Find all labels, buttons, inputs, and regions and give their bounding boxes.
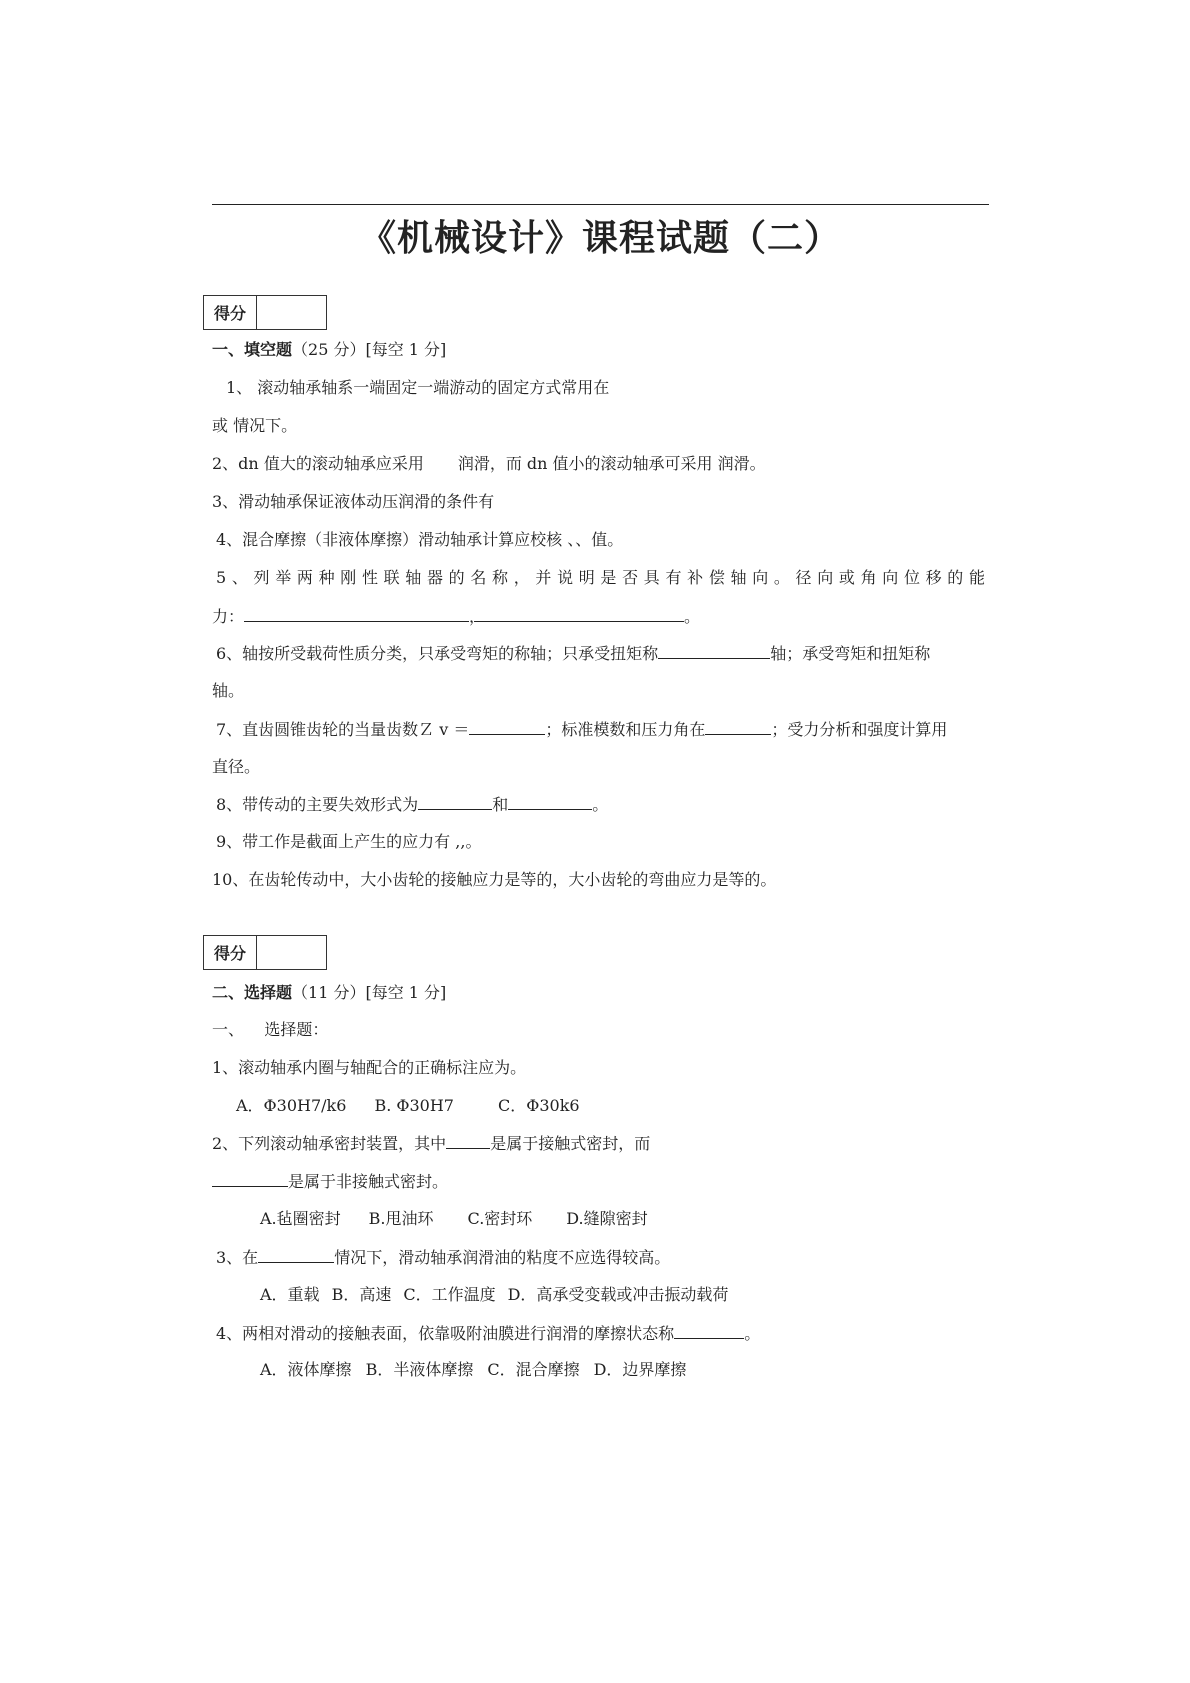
answer-blank[interactable]	[705, 718, 771, 735]
answer-blank[interactable]	[212, 1170, 288, 1187]
answer-blank[interactable]	[418, 793, 492, 810]
question-9: 9、带工作是截面上产生的应力有 ,,。	[216, 832, 482, 851]
question-7: 7、直齿圆锥齿轮的当量齿数Ｚ v ＝ ；标准模数和压力角在 ；受力分析和强度计算用	[216, 720, 948, 739]
question-5-answer: 力： ， 。	[212, 607, 701, 626]
question-8: 8、带传动的主要失效形式为 和 。	[216, 795, 609, 814]
choice-question-4: 4、两相对滑动的接触表面，依靠吸附油膜进行润滑的摩擦状态称 。	[216, 1324, 761, 1343]
question-2: 2、dn 值大的滚动轴承应采用 润滑，而 dn 值小的滚动轴承可采用 润滑。	[212, 454, 766, 473]
title-rule	[212, 204, 989, 205]
section2-subheading: 一、 选择题：	[212, 1020, 329, 1039]
choice-question-2-cont: 是属于非接触式密封。	[212, 1170, 448, 1193]
answer-blank[interactable]	[258, 1246, 334, 1263]
choice-2-options: A.毡圈密封 B.甩油环 C.密封环 D.缝隙密封	[260, 1209, 648, 1228]
answer-blank[interactable]	[658, 642, 770, 659]
page-title: 《机械设计》课程试题（二）	[359, 218, 841, 259]
question-6-cont: 轴。	[212, 681, 245, 700]
question-7-cont: 直径。	[212, 757, 261, 776]
answer-blank[interactable]	[674, 1322, 744, 1339]
question-3: 3、滑动轴承保证液体动压润滑的条件有	[212, 492, 495, 511]
answer-blank[interactable]	[469, 718, 545, 735]
answer-blank[interactable]	[474, 605, 684, 622]
choice-question-3: 3、在 情况下，滑动轴承润滑油的粘度不应选得较高。	[216, 1248, 671, 1267]
choice-question-2: 2、下列滚动轴承密封装置，其中 是属于接触式密封，而	[212, 1134, 651, 1153]
score-label: 得分	[204, 936, 257, 969]
question-6: 6、轴按所受载荷性质分类，只承受弯矩的称轴；只承受扭矩称 轴；承受弯矩和扭矩称	[216, 644, 931, 663]
question-10: 10、在齿轮传动中，大小齿轮的接触应力是等的，大小齿轮的弯曲应力是等的。	[212, 870, 777, 889]
question-5: 5、列举两种刚性联轴器的名称，并说明是否具有补偿轴向。径向或角向位移的能	[216, 568, 988, 587]
answer-blank[interactable]	[446, 1132, 490, 1149]
answer-blank[interactable]	[508, 793, 592, 810]
score-label: 得分	[204, 296, 257, 329]
choice-question-1: 1、滚动轴承内圈与轴配合的正确标注应为。	[212, 1058, 527, 1077]
choice-4-options: A．液体摩擦 B．半液体摩擦 C．混合摩擦 D．边界摩擦	[260, 1360, 687, 1379]
question-1: 1、 滚动轴承轴系一端固定一端游动的固定方式常用在	[226, 378, 610, 397]
choice-3-options: A．重载 B．高速 C．工作温度 D．高承受变载或冲击振动载荷	[260, 1285, 729, 1304]
section2-heading: 二、选择题（11 分）[每空 1 分]	[212, 983, 447, 1002]
score-box-1	[203, 295, 327, 330]
question-4: 4、混合摩擦（非液体摩擦）滑动轴承计算应校核 、、值。	[216, 530, 624, 549]
answer-blank[interactable]	[244, 605, 469, 622]
question-1-cont: 或 情况下。	[212, 416, 298, 435]
choice-1-options: A．Φ30H7/k6 B. Φ30H7 C．Φ30k6	[236, 1096, 580, 1115]
section1-heading: 一、填空题（25 分）[每空 1 分]	[212, 340, 447, 359]
score-box-2	[203, 935, 327, 970]
